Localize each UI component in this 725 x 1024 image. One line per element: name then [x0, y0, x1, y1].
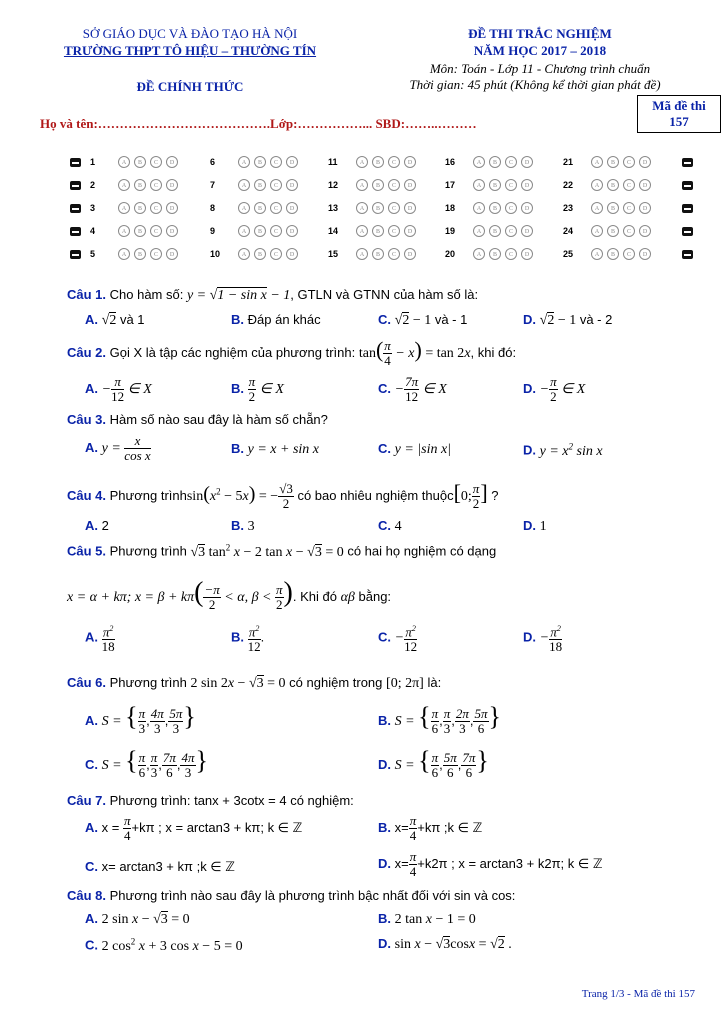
answer-bubble-b[interactable]: B	[607, 156, 619, 168]
answer-bubble-d[interactable]: D	[404, 225, 416, 237]
timing-mark	[70, 227, 81, 236]
answer-bubble-b[interactable]: B	[489, 202, 501, 214]
question-5-cont: x = α + kπ; x = β + kπ( $\frac{-\pi}{2}$ < α, β < $\frac{\pi}{2}$ ). Khi đó αβ bằng:	[67, 577, 392, 613]
exam-code-box	[637, 95, 721, 133]
q2-option-c[interactable]: C. − $\frac{7\pi}{12}$ ∈ X	[378, 374, 447, 404]
answer-bubble-a[interactable]: A	[356, 248, 368, 260]
answer-bubble-a[interactable]: A	[238, 156, 250, 168]
timing-mark	[70, 250, 81, 259]
answer-bubble-a[interactable]: A	[238, 202, 250, 214]
answer-bubble-c[interactable]: C	[388, 225, 400, 237]
answer-bubble-c[interactable]: C	[505, 156, 517, 168]
answer-number: 25	[563, 249, 574, 259]
answer-bubble-c[interactable]: C	[150, 156, 162, 168]
answer-bubble-b[interactable]: B	[489, 225, 501, 237]
answer-bubble-d[interactable]: D	[521, 179, 533, 191]
answer-bubble-d[interactable]: D	[639, 156, 651, 168]
answer-bubble-c[interactable]: C	[623, 179, 635, 191]
student-info-line[interactable]: Họ và tên:………………………………….Lớp:……………... SBD:……..………	[40, 116, 477, 131]
answer-bubble-c[interactable]: C	[388, 202, 400, 214]
q1-option-b[interactable]: B. Đáp án khác	[231, 312, 321, 327]
answer-bubble-c[interactable]: C	[505, 248, 517, 260]
q3-option-a[interactable]: A. y = $\frac{x}{\text{cos x}}$	[85, 433, 151, 463]
dept-name: SỞ GIÁO DỤC VÀ ĐÀO TẠO HÀ NỘI	[82, 26, 298, 41]
answer-bubble-d[interactable]: D	[639, 179, 651, 191]
question-2: Câu 2. Gọi X là tập các nghiệm của phương trình: tan( $\frac{\pi}{4}$ − x) = tan 2x, khi đó:	[67, 337, 517, 369]
answer-bubble-d[interactable]: D	[639, 202, 651, 214]
answer-bubble-b[interactable]: B	[489, 248, 501, 260]
answer-bubble-a[interactable]: A	[591, 225, 603, 237]
answer-bubble-d[interactable]: D	[286, 225, 298, 237]
answer-number: 21	[563, 157, 574, 167]
subject-line: Môn: Toán - Lớp 11 - Chương trình chuẩn	[429, 61, 651, 76]
answer-bubble-c[interactable]: C	[150, 202, 162, 214]
answer-bubble-c[interactable]: C	[505, 225, 517, 237]
answer-bubble-c[interactable]: C	[623, 225, 635, 237]
answer-bubble-a[interactable]: A	[118, 248, 130, 260]
answer-bubble-d[interactable]: D	[639, 248, 651, 260]
answer-bubble-c[interactable]: C	[270, 248, 282, 260]
question-6: Câu 6. Phương trình 2 sin 2x − √3 = 0 có nghiệm trong [0; 2π] là:	[67, 675, 442, 691]
answer-bubble-b[interactable]: B	[607, 202, 619, 214]
answer-bubble-d[interactable]: D	[404, 248, 416, 260]
answer-bubble-d[interactable]: D	[166, 179, 178, 191]
answer-bubble-a[interactable]: A	[238, 248, 250, 260]
exam-title: ĐỀ THI TRẮC NGHIỆM	[468, 26, 612, 41]
answer-number: 13	[328, 203, 339, 213]
q4-option-d[interactable]: D. 1	[523, 518, 547, 534]
answer-number: 8	[210, 203, 216, 213]
answer-bubble-a[interactable]: A	[473, 202, 485, 214]
answer-number: 6	[210, 157, 216, 167]
answer-bubble-c[interactable]: C	[623, 202, 635, 214]
answer-bubble-a[interactable]: A	[473, 156, 485, 168]
answer-number: 22	[563, 180, 574, 190]
answer-number: 19	[445, 226, 456, 236]
answer-bubble-c[interactable]: C	[388, 156, 400, 168]
answer-bubble-b[interactable]: B	[372, 156, 384, 168]
answer-number: 15	[328, 249, 339, 259]
answer-bubble-b[interactable]: B	[372, 225, 384, 237]
answer-bubble-d[interactable]: D	[404, 156, 416, 168]
answer-bubble-d[interactable]: D	[166, 156, 178, 168]
q2-option-b[interactable]: B. $\frac{\pi}{2}$ ∈ X	[231, 374, 284, 404]
answer-bubble-c[interactable]: C	[505, 202, 517, 214]
answer-bubble-d[interactable]: D	[521, 225, 533, 237]
page-footer: Trang 1/3 - Mã đề thi 157	[581, 988, 695, 1000]
answer-number: 14	[328, 226, 339, 236]
q5-option-b[interactable]: B. $\frac{\pi^2}{12}$ .	[231, 624, 265, 655]
q5-option-d[interactable]: D. − $\frac{\pi^2}{18}$	[523, 624, 563, 655]
q3-option-d[interactable]: D. $y = x^2$ sin x	[523, 441, 603, 459]
q6-option-d[interactable]: D. S = { $\frac{\pi}{6}$ , $\frac{5\pi}{6}$ , $\frac{7\pi}{6}$ }	[378, 746, 489, 781]
answer-bubble-c[interactable]: C	[150, 225, 162, 237]
q1-option-c[interactable]: C. √2 − 1 và - 1	[378, 312, 468, 328]
answer-bubble-b[interactable]: B	[607, 225, 619, 237]
answer-bubble-d[interactable]: D	[521, 156, 533, 168]
q4-option-b[interactable]: B. 3	[231, 518, 255, 534]
answer-number: 7	[210, 180, 216, 190]
answer-bubble-d[interactable]: D	[286, 202, 298, 214]
question-text: , GTLN và GTNN của hàm số là:	[290, 287, 479, 302]
q6-option-c[interactable]: C. S = { $\frac{\pi}{6}$ , $\frac{\pi}{3}$ , $\frac{7\pi}{6}$ , $\frac{4\pi}{3}$ }	[85, 746, 208, 781]
answer-number: 10	[210, 249, 221, 259]
q8-option-c[interactable]: C. 2 $\cos^2 x + 3$ cos x − 5 = 0	[85, 936, 243, 954]
answer-bubble-a[interactable]: A	[118, 179, 130, 191]
question-4: Câu 4. Phương $trìnhsin(x^2 - 5x)$ = − $\frac{√3}{2}$ có bao nhiêu nghiệm thuộc[0; $\frac{\pi}{2}$ ] ?	[67, 480, 499, 512]
answer-bubble-a[interactable]: A	[591, 202, 603, 214]
school-year: NĂM HỌC 2017 – 2018	[473, 43, 607, 58]
timing-mark	[70, 158, 81, 167]
question-text: Cho hàm số:	[109, 287, 184, 302]
q6-option-b[interactable]: B. S = { $\frac{\pi}{6}$ , $\frac{\pi}{3}$ , $\frac{2\pi}{3}$ , $\frac{5\pi}{6}$ }	[378, 702, 501, 737]
answer-bubble-d[interactable]: D	[166, 248, 178, 260]
q7-option-a[interactable]: A. x = $\frac{\pi}{4}$ +kπ ; x = arctan3 + kπ; k ∈ ℤ	[85, 813, 303, 843]
exam-code-label: Mã đề thi	[652, 98, 706, 113]
answer-bubble-c[interactable]: C	[388, 179, 400, 191]
answer-bubble-a[interactable]: A	[591, 156, 603, 168]
answer-bubble-b[interactable]: B	[607, 248, 619, 260]
q4-option-c[interactable]: C. 4	[378, 518, 402, 534]
answer-bubble-d[interactable]: D	[166, 202, 178, 214]
q8-option-b[interactable]: B. 2 tan x − 1 = 0	[378, 911, 476, 927]
answer-number: 20	[445, 249, 456, 259]
q1-option-d[interactable]: D. √2 − 1 và - 2	[523, 312, 613, 328]
answer-bubble-a[interactable]: A	[473, 179, 485, 191]
answer-bubble-b[interactable]: B	[372, 202, 384, 214]
timing-mark	[682, 204, 693, 213]
q8-option-a[interactable]: A. 2 sin x − √3 = 0	[85, 911, 190, 927]
timing-mark	[682, 227, 693, 236]
answer-bubble-d[interactable]: D	[404, 179, 416, 191]
official-label: ĐỀ CHÍNH THỨC	[136, 79, 244, 94]
answer-bubble-c[interactable]: C	[623, 156, 635, 168]
answer-bubble-c[interactable]: C	[270, 156, 282, 168]
question-label: Câu 1.	[67, 287, 107, 302]
school-name: TRƯỜNG THPT TÔ HIỆU – THƯỜNG TÍN	[63, 43, 317, 58]
timing-mark	[70, 181, 81, 190]
answer-bubble-a[interactable]: A	[118, 156, 130, 168]
answer-bubble-b[interactable]: B	[134, 179, 146, 191]
answer-bubble-b[interactable]: B	[134, 156, 146, 168]
answer-bubble-b[interactable]: B	[254, 202, 266, 214]
answer-bubble-b[interactable]: B	[489, 156, 501, 168]
answer-number: 2	[90, 180, 96, 190]
answer-bubble-b[interactable]: B	[254, 156, 266, 168]
q6-option-a[interactable]: A. S = { $\frac{\pi}{3}$ , $\frac{4\pi}{3}$ , $\frac{5\pi}{3}$ }	[85, 702, 196, 737]
answer-bubble-a[interactable]: A	[591, 248, 603, 260]
answer-bubble-a[interactable]: A	[118, 202, 130, 214]
answer-bubble-d[interactable]: D	[404, 202, 416, 214]
timing-mark	[682, 158, 693, 167]
question-3: Câu 3. Hàm số nào sau đây là hàm số chẵn?	[67, 412, 328, 427]
q7-option-c[interactable]: C. x= arctan3 + kπ ;k ∈ ℤ	[85, 859, 235, 874]
timing-mark	[70, 204, 81, 213]
q4-option-a[interactable]: A. 2	[85, 518, 109, 533]
answer-bubble-c[interactable]: C	[270, 225, 282, 237]
answer-bubble-a[interactable]: A	[238, 179, 250, 191]
q5-option-a[interactable]: A. $\frac{\pi^2}{18}$	[85, 624, 115, 655]
answer-bubble-a[interactable]: A	[356, 156, 368, 168]
answer-bubble-b[interactable]: B	[134, 248, 146, 260]
answer-bubble-d[interactable]: D	[286, 179, 298, 191]
answer-number: 16	[445, 157, 456, 167]
answer-bubble-a[interactable]: A	[473, 248, 485, 260]
answer-bubble-d[interactable]: D	[286, 248, 298, 260]
answer-number: 3	[90, 203, 96, 213]
answer-number: 5	[90, 249, 96, 259]
answer-number: 24	[563, 226, 574, 236]
answer-number: 18	[445, 203, 456, 213]
answer-number: 4	[90, 226, 96, 236]
answer-bubble-a[interactable]: A	[473, 225, 485, 237]
question-5: Câu 5. Phương trình √3 $\tan^2 x - 2$ tan x − √3 = 0 có hai họ nghiệm có dạng	[67, 542, 497, 560]
answer-bubble-d[interactable]: D	[166, 225, 178, 237]
q7-option-b[interactable]: B. x= $\frac{\pi}{4}$ +kπ ;k ∈ ℤ	[378, 813, 483, 843]
question-8: Câu 8. Phương trình nào sau đây là phương trình bậc nhất đối với sin và cos:	[67, 888, 516, 903]
answer-bubble-a[interactable]: A	[356, 202, 368, 214]
answer-bubble-d[interactable]: D	[521, 202, 533, 214]
time-line: Thời gian: 45 phút (Không kể thời gian phát đề)	[409, 77, 661, 92]
answer-bubble-c[interactable]: C	[270, 202, 282, 214]
exam-code: 157	[669, 114, 689, 129]
q2-option-a[interactable]: A. − $\frac{\pi}{12}$ ∈ X	[85, 374, 152, 404]
q3-option-b[interactable]: B. y = x + sin x	[231, 441, 319, 457]
answer-bubble-b[interactable]: B	[607, 179, 619, 191]
answer-bubble-b[interactable]: B	[134, 202, 146, 214]
answer-bubble-b[interactable]: B	[254, 179, 266, 191]
answer-bubble-b[interactable]: B	[254, 248, 266, 260]
answer-bubble-a[interactable]: A	[118, 225, 130, 237]
answer-bubble-d[interactable]: D	[639, 225, 651, 237]
answer-number: 17	[445, 180, 456, 190]
answer-bubble-b[interactable]: B	[134, 225, 146, 237]
answer-bubble-c[interactable]: C	[270, 179, 282, 191]
answer-bubble-c[interactable]: C	[150, 179, 162, 191]
answer-bubble-b[interactable]: B	[254, 225, 266, 237]
q5-option-c[interactable]: C. − $\frac{\pi^2}{12}$	[378, 624, 418, 655]
answer-bubble-c[interactable]: C	[623, 248, 635, 260]
q2-option-d[interactable]: D. − $\frac{\pi}{2}$ ∈ X	[523, 374, 586, 404]
answer-number: 11	[328, 157, 338, 167]
answer-bubble-b[interactable]: B	[489, 179, 501, 191]
q1-option-a[interactable]: A. √2 và 1	[85, 312, 145, 328]
timing-mark	[682, 181, 693, 190]
answer-bubble-c[interactable]: C	[505, 179, 517, 191]
answer-bubble-a[interactable]: A	[238, 225, 250, 237]
answer-bubble-b[interactable]: B	[372, 179, 384, 191]
answer-bubble-d[interactable]: D	[521, 248, 533, 260]
q8-option-d[interactable]: D. sin x − √3cosx = √2 .	[378, 936, 512, 952]
answer-number: 12	[328, 180, 339, 190]
question-1: Câu 1. Cho hàm số: y = √1 − sin x − 1, GTLN và GTNN của hàm số là:	[67, 287, 479, 303]
answer-bubble-d[interactable]: D	[286, 156, 298, 168]
answer-number: 1	[90, 157, 96, 167]
answer-bubble-c[interactable]: C	[150, 248, 162, 260]
answer-bubble-a[interactable]: A	[356, 225, 368, 237]
answer-bubble-a[interactable]: A	[591, 179, 603, 191]
question-7: Câu 7. Phương trình: tanx + 3cotx = 4 có nghiệm:	[67, 793, 354, 808]
answer-number: 9	[210, 226, 216, 236]
answer-number: 23	[563, 203, 574, 213]
q7-option-d[interactable]: D. x= $\frac{\pi}{4}$ +k2π ; x = arctan3 + k2π; k ∈ ℤ	[378, 849, 603, 879]
answer-bubble-c[interactable]: C	[388, 248, 400, 260]
answer-bubble-b[interactable]: B	[372, 248, 384, 260]
timing-mark	[682, 250, 693, 259]
q3-option-c[interactable]: C. y = |sin x|	[378, 441, 452, 457]
answer-bubble-a[interactable]: A	[356, 179, 368, 191]
